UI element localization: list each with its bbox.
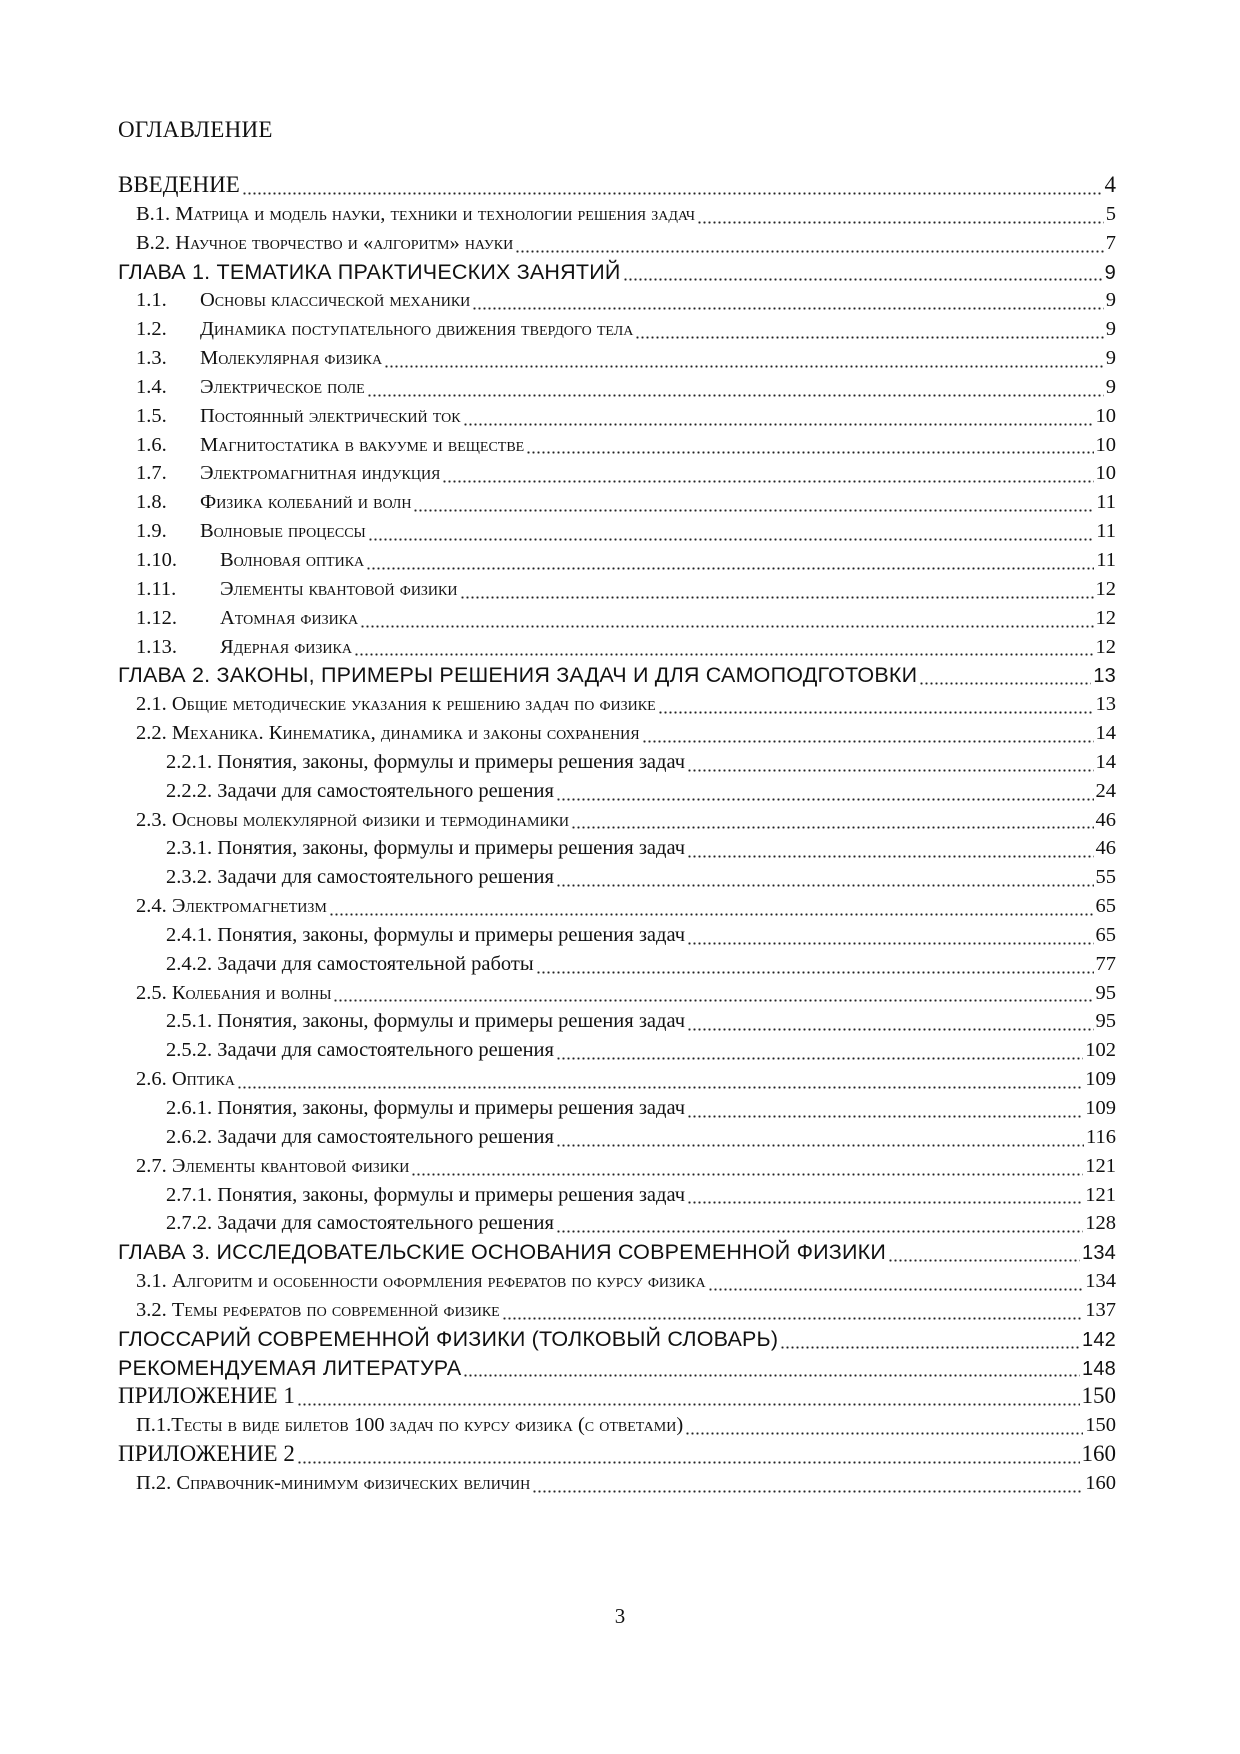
dot-leader [442, 463, 1093, 483]
toc-entry[interactable] [118, 373, 1116, 402]
toc-entry[interactable] [118, 1469, 1116, 1498]
toc-entry-page: 142 [1082, 1328, 1116, 1351]
toc-entry-title: 3.1. Алгоритм и особенности оформления рефератов по курсу физика [136, 1270, 706, 1293]
toc-entry[interactable] [118, 1036, 1116, 1065]
dot-leader [460, 579, 1094, 599]
toc-entry[interactable] [118, 1238, 1116, 1267]
toc-entry-page: 10 [1095, 404, 1116, 427]
toc-entry[interactable] [118, 1065, 1116, 1094]
toc-entry[interactable] [118, 604, 1116, 633]
toc-entry[interactable] [118, 1354, 1116, 1383]
toc-entry[interactable] [118, 315, 1116, 344]
toc-entry[interactable] [118, 171, 1116, 200]
toc-entry-page: 13 [1095, 693, 1116, 716]
toc-entry-title: 3.2. Темы рефератов по современной физике [136, 1298, 500, 1321]
dot-leader [463, 406, 1094, 426]
toc-entry[interactable] [118, 258, 1116, 287]
toc-entry[interactable] [118, 748, 1116, 777]
toc-heading: ОГЛАВЛЕНИЕ [118, 117, 273, 142]
toc-entry-number: 1.2. [136, 318, 167, 341]
toc-entry-page: 150 [1081, 1383, 1116, 1409]
dot-leader [556, 1040, 1083, 1060]
toc-entry-number: 1.5. [136, 404, 167, 427]
toc-entry-page: 160 [1085, 1471, 1116, 1494]
toc-entry[interactable] [118, 690, 1116, 719]
toc-entry-number: 1.8. [136, 491, 167, 514]
toc-entry-title: 2.3. Основы молекулярной физики и термодинамики [136, 808, 570, 831]
toc-entry-page: 12 [1095, 635, 1116, 658]
toc-entry-number: 1.1. [136, 289, 167, 312]
dot-leader [687, 838, 1093, 858]
toc-entry[interactable] [118, 979, 1116, 1008]
dot-leader [556, 781, 1094, 801]
toc-entry-title: 2.4.2. Задачи для самостоятельной работы [166, 952, 534, 975]
toc-entry[interactable] [118, 402, 1116, 431]
dot-leader [687, 1011, 1093, 1031]
dot-leader [502, 1300, 1084, 1320]
dot-leader [687, 1098, 1083, 1118]
toc-entry-title: 2.5. Колебания и волны [136, 981, 332, 1004]
dot-leader [360, 608, 1093, 628]
toc-entry[interactable] [118, 575, 1116, 604]
toc-entry-page: 121 [1085, 1183, 1116, 1206]
toc-entry-page: 134 [1085, 1270, 1116, 1293]
toc-entry-title: 2.4. Электромагнетизм [136, 895, 327, 918]
toc-entry-page: 11 [1096, 491, 1116, 514]
toc-entry-page: 160 [1081, 1441, 1116, 1467]
dot-leader [536, 954, 1094, 974]
toc-entry[interactable] [118, 1094, 1116, 1123]
toc-entry-title: 2.6.2. Задачи для самостоятельного решения [166, 1125, 554, 1148]
toc-entry-title: Электромагнитная индукция [200, 462, 441, 485]
toc-entry[interactable] [118, 1267, 1116, 1296]
toc-entry[interactable] [118, 719, 1116, 748]
toc-entry-page: 24 [1095, 779, 1116, 802]
toc-entry-page: 65 [1095, 923, 1116, 946]
toc-entry-title: Волновые процессы [200, 520, 366, 543]
toc-entry-page: 14 [1095, 722, 1116, 745]
toc-entry-title: Постоянный электрический ток [200, 404, 461, 427]
toc-entry-title: 2.6.1. Понятия, законы, формулы и примеры решения задач [166, 1097, 686, 1119]
dot-leader [635, 319, 1103, 339]
toc-entry-page: 137 [1085, 1298, 1116, 1321]
dot-leader [242, 175, 1103, 195]
toc-entry-title: 2.6. Оптика [136, 1068, 235, 1091]
toc-entry-title: ГЛОССАРИЙ СОВРЕМЕННОЙ ФИЗИКИ (ТОЛКОВЫЙ СЛОВАРЬ) [118, 1326, 779, 1351]
toc-entry[interactable] [118, 229, 1116, 258]
dot-leader [556, 1213, 1083, 1233]
dot-leader [919, 665, 1091, 685]
toc-entry-title: П.2. Справочник-минимум физических величин [136, 1471, 531, 1494]
toc-entry-title: Динамика поступательного движения твердого тела [200, 318, 634, 341]
toc-entry-page: 46 [1095, 808, 1116, 831]
toc-entry-title: ГЛАВА 2. ЗАКОНЫ, ПРИМЕРЫ РЕШЕНИЯ ЗАДАЧ И ДЛЯ САМОПОДГОТОВКИ [118, 663, 918, 688]
toc-entry-number: 1.4. [136, 375, 167, 398]
dot-leader [366, 550, 1094, 570]
toc-entry[interactable] [118, 806, 1116, 835]
dot-leader [413, 492, 1094, 512]
toc-entry[interactable] [118, 546, 1116, 575]
toc-entry-title: 2.3.2. Задачи для самостоятельного решения [166, 866, 554, 889]
toc-entry[interactable] [118, 950, 1116, 979]
toc-entry-title: Молекулярная физика [200, 347, 383, 370]
dot-leader [297, 1444, 1080, 1464]
dot-leader [463, 1357, 1080, 1377]
toc-entry-number: 1.3. [136, 347, 167, 370]
dot-leader [685, 1415, 1083, 1435]
dot-leader [571, 809, 1093, 829]
toc-entry-title: В.2. Научное творчество и «алгоритм» науки [136, 231, 514, 254]
toc-entry[interactable] [118, 777, 1116, 806]
toc-entry-page: 4 [1104, 172, 1116, 197]
toc-entry[interactable] [118, 1411, 1116, 1440]
toc-entry-title: Магнитостатика в вакууме и веществе [200, 433, 525, 456]
dot-leader [472, 290, 1103, 310]
toc-entry-page: 95 [1095, 1010, 1116, 1033]
dot-leader [708, 1271, 1084, 1291]
dot-leader [888, 1242, 1080, 1262]
toc-entry-page: 7 [1105, 231, 1116, 254]
toc-entry[interactable] [118, 1123, 1116, 1152]
dot-leader [658, 694, 1094, 714]
dot-leader [687, 1184, 1083, 1204]
toc-entry-number: 1.13. [136, 635, 177, 658]
toc-entry[interactable] [118, 633, 1116, 662]
dot-leader [697, 204, 1104, 224]
toc-entry-page: 109 [1085, 1097, 1116, 1119]
toc-entry-title: 2.4.1. Понятия, законы, формулы и примеры решения задач [166, 923, 686, 946]
toc-entry-page: 10 [1095, 462, 1116, 485]
toc-entry-page: 9 [1105, 375, 1116, 398]
toc-entry-title: Физика колебаний и волн [200, 491, 412, 514]
toc-entry-title: Волновая оптика [220, 548, 365, 571]
toc-entry-number: 1.9. [136, 520, 167, 543]
toc-entry-title: ГЛАВА 1. ТЕМАТИКА ПРАКТИЧЕСКИХ ЗАНЯТИЙ [118, 259, 621, 284]
dot-leader [333, 982, 1093, 1002]
toc-entry[interactable] [118, 661, 1116, 690]
toc-entry-page: 65 [1095, 895, 1116, 918]
toc-entry-title: РЕКОМЕНДУЕМАЯ ЛИТЕРАТУРА [118, 1355, 462, 1380]
dot-leader [297, 1386, 1080, 1406]
toc-entry-title: 2.3.1. Понятия, законы, формулы и примеры решения задач [166, 837, 686, 860]
dot-leader [329, 896, 1094, 916]
dot-leader [556, 1127, 1084, 1147]
toc-entry[interactable] [118, 1152, 1116, 1181]
toc-entry-title: 2.2.1. Понятия, законы, формулы и примеры решения задач [166, 750, 686, 773]
toc-entry[interactable] [118, 892, 1116, 921]
toc-entry-title: П.1.Тесты в виде билетов 100 задач по курсу физика (с ответами) [136, 1414, 684, 1437]
toc-entry-number: 1.11. [136, 577, 177, 600]
toc-entry-title: 2.5.2. Задачи для самостоятельного решения [166, 1039, 554, 1062]
toc-entry-title: В.1. Матрица и модель науки, техники и технологии решения задач [136, 202, 695, 225]
dot-leader [384, 348, 1104, 368]
toc-entry-page: 116 [1086, 1125, 1116, 1148]
dot-leader [515, 233, 1104, 253]
toc-entry[interactable] [118, 431, 1116, 460]
dot-leader [780, 1329, 1080, 1349]
toc-entry-number: 1.7. [136, 462, 167, 485]
toc-entry[interactable] [118, 488, 1116, 517]
toc-entry-title: Ядерная физика [220, 635, 352, 658]
toc-entry[interactable] [118, 1382, 1116, 1411]
toc-entry-title: ПРИЛОЖЕНИЕ 1 [118, 1383, 295, 1409]
toc-entry-title: 2.1. Общие методические указания к решению задач по физике [136, 693, 656, 716]
dot-leader [368, 521, 1094, 541]
toc-entry-page: 148 [1082, 1357, 1116, 1380]
toc-entry-page: 109 [1085, 1068, 1116, 1091]
toc-entry-page: 95 [1095, 981, 1116, 1004]
toc-entry-page: 14 [1095, 750, 1116, 773]
toc-entry-page: 55 [1095, 866, 1116, 889]
dot-leader [532, 1473, 1083, 1493]
toc-entry-title: ПРИЛОЖЕНИЕ 2 [118, 1441, 295, 1467]
toc-entry-page: 11 [1096, 548, 1116, 571]
toc-entry-number: 1.12. [136, 606, 177, 629]
toc-entry-page: 102 [1085, 1039, 1116, 1062]
dot-leader [556, 867, 1094, 887]
toc-entry-number: 1.10. [136, 548, 177, 571]
toc-entry-page: 77 [1095, 952, 1116, 975]
toc-entry-title: ВВЕДЕНИЕ [118, 172, 240, 197]
toc-entry-page: 10 [1095, 433, 1116, 456]
page-number: 3 [614, 1604, 626, 1628]
toc-entry[interactable] [118, 200, 1116, 229]
dot-leader [642, 723, 1094, 743]
toc-entry-title: 2.2.2. Задачи для самостоятельного решения [166, 779, 554, 802]
dot-leader [526, 434, 1093, 454]
dot-leader [623, 261, 1103, 281]
toc-entry-page: 12 [1095, 577, 1116, 600]
toc-entry-title: 2.2. Механика. Кинематика, динамика и законы сохранения [136, 722, 640, 745]
toc-entry[interactable] [118, 1325, 1116, 1354]
toc-entry[interactable] [118, 1209, 1116, 1238]
toc-entry-number: 1.6. [136, 433, 167, 456]
toc-entry-title: ГЛАВА 3. ИССЛЕДОВАТЕЛЬСКИЕ ОСНОВАНИЯ СОВРЕМЕННОЙ ФИЗИКИ [118, 1240, 886, 1265]
toc-entry[interactable] [118, 1007, 1116, 1036]
toc-entry-page: 121 [1085, 1154, 1116, 1177]
toc-entry-title: Основы классической механики [200, 289, 471, 312]
table-of-contents [118, 171, 1116, 1498]
toc-entry[interactable] [118, 863, 1116, 892]
toc-entry-page: 128 [1085, 1212, 1116, 1235]
dot-leader [237, 1069, 1083, 1089]
toc-entry-title: 2.5.1. Понятия, законы, формулы и примеры решения задач [166, 1010, 686, 1033]
dot-leader [367, 377, 1104, 397]
toc-entry[interactable] [118, 459, 1116, 488]
toc-entry-page: 12 [1095, 606, 1116, 629]
toc-entry-title: 2.7.1. Понятия, законы, формулы и примеры решения задач [166, 1183, 686, 1206]
toc-entry-page: 9 [1104, 261, 1116, 284]
toc-entry-title: Электрическое поле [200, 375, 365, 398]
dot-leader [687, 925, 1093, 945]
dot-leader [411, 1156, 1083, 1176]
toc-entry[interactable] [118, 1181, 1116, 1210]
toc-entry-title: Атомная физика [220, 606, 359, 629]
toc-entry-page: 11 [1096, 520, 1116, 543]
toc-entry[interactable] [118, 1296, 1116, 1325]
toc-entry[interactable] [118, 344, 1116, 373]
toc-entry-page: 150 [1085, 1414, 1116, 1437]
toc-entry[interactable] [118, 921, 1116, 950]
toc-entry[interactable] [118, 834, 1116, 863]
toc-entry-title: Элементы квантовой физики [220, 577, 458, 600]
toc-entry-page: 13 [1093, 665, 1116, 688]
toc-entry[interactable] [118, 1440, 1116, 1469]
toc-entry-title: 2.7.2. Задачи для самостоятельного решения [166, 1212, 554, 1235]
toc-entry-page: 134 [1082, 1242, 1116, 1265]
toc-entry-page: 9 [1105, 289, 1116, 312]
toc-entry-page: 5 [1105, 202, 1116, 225]
toc-entry-page: 9 [1105, 318, 1116, 341]
dot-leader [354, 636, 1094, 656]
toc-entry-page: 9 [1105, 347, 1116, 370]
toc-entry-page: 46 [1095, 837, 1116, 860]
toc-entry[interactable] [118, 517, 1116, 546]
toc-entry[interactable] [118, 286, 1116, 315]
toc-entry-title: 2.7. Элементы квантовой физики [136, 1154, 410, 1177]
dot-leader [687, 752, 1093, 772]
